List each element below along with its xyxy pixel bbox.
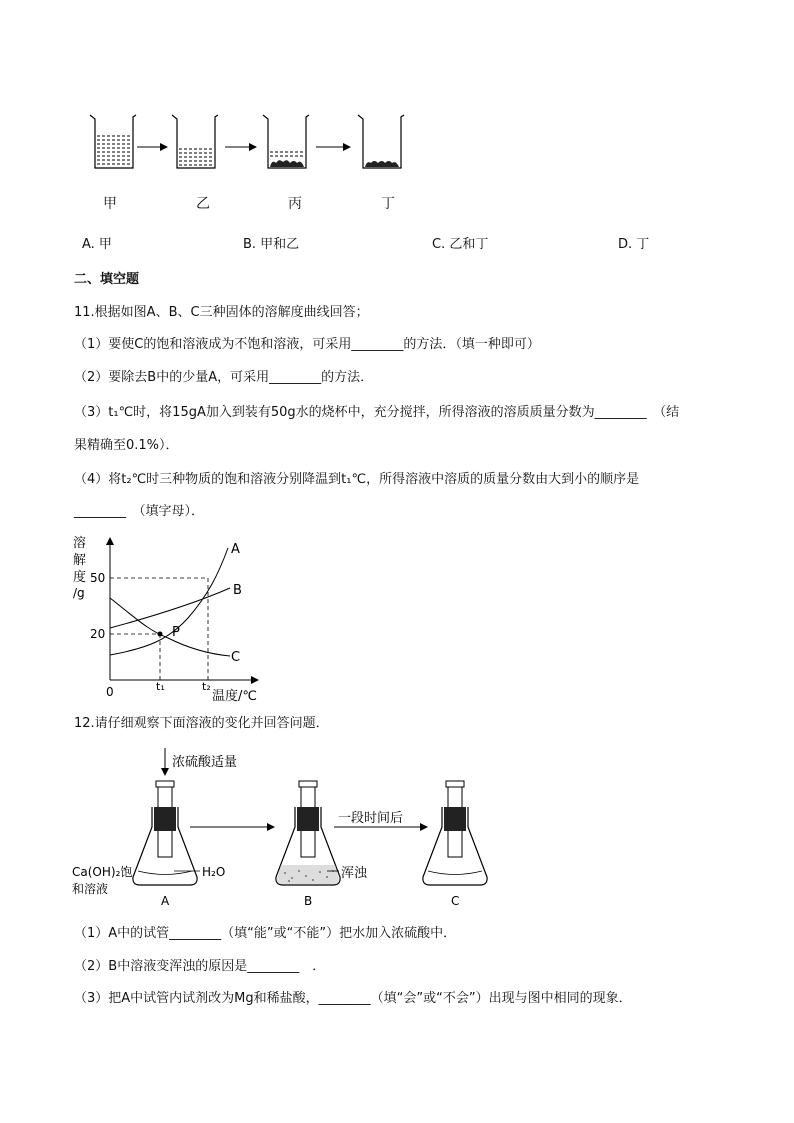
ylabel-char-1: 溶	[73, 536, 87, 551]
q11-part4-line1: （4）将t₂℃时三种物质的饱和溶液分别降温到t₁℃，所得溶液中溶质的质量分数由大到小的顺序是	[74, 472, 640, 487]
q11-part3-line2: 果精确至0.1%）．	[74, 438, 179, 453]
flask-label-b: B	[304, 894, 313, 908]
point-p-label: P	[172, 625, 180, 640]
beaker-yi	[172, 115, 218, 168]
x-axis-label: 温度/℃	[212, 689, 257, 704]
q11-part3-line1: （3）t₁℃时，将15gA加入到装有50g水的烧杯中，充分搅拌，所得溶液的溶质质量分数为________ （结	[74, 405, 680, 420]
flask-b	[276, 781, 340, 885]
ylabel-char-3: 度	[73, 570, 87, 585]
y-tick-50: 50	[90, 571, 106, 585]
ylabel-unit: /g	[73, 586, 85, 600]
ylabel-char-2: 解	[73, 553, 87, 568]
beaker-label-bing: 丙	[288, 196, 302, 212]
curve-a-label: A	[231, 542, 240, 557]
after-label: 一段时间后	[338, 811, 404, 826]
caoh-label-line2: 和溶液	[72, 882, 109, 896]
flask-experiment-figure	[72, 745, 492, 915]
flask-label-c: C	[451, 894, 460, 908]
curve-c	[110, 598, 230, 656]
option-b[interactable]: B. 甲和乙	[243, 237, 300, 252]
beaker-label-ding: 丁	[381, 196, 395, 212]
beaker-ding	[358, 115, 404, 168]
caoh-label-line1: Ca(OH)₂饱	[72, 865, 133, 879]
beaker-jia	[90, 115, 136, 168]
q12-part2: （2）B中溶液变浑浊的原因是________ ．	[74, 959, 326, 974]
y-tick-20: 20	[90, 627, 106, 641]
beaker-bing	[263, 115, 309, 168]
x-tick-t2: t₂	[202, 680, 211, 693]
curve-c-label: C	[231, 650, 241, 665]
solubility-curve-chart	[68, 530, 268, 705]
section-title: 二、填空题	[74, 272, 140, 287]
origin-label: 0	[106, 685, 114, 699]
curve-b-label: B	[233, 583, 242, 598]
water-label: H₂O	[202, 865, 226, 879]
q11-part4-line2: ________ （填字母）．	[74, 504, 205, 519]
option-c[interactable]: C. 乙和丁	[432, 237, 489, 252]
q12-stem: 12.请仔细观察下面溶液的变化并回答问题．	[74, 716, 329, 731]
curve-b	[110, 588, 230, 628]
flask-c	[423, 781, 487, 885]
option-a[interactable]: A. 甲	[82, 237, 112, 252]
q11-part2: （2）要除去B中的少量A，可采用________的方法．	[74, 370, 374, 385]
flask-label-a: A	[161, 894, 170, 908]
beaker-label-jia: 甲	[103, 196, 117, 212]
q12-part1: （1）A中的试管________（填“能”或“不能”）把水加入浓硫酸中．	[74, 926, 457, 941]
beaker-sequence-figure	[80, 105, 420, 180]
acid-label: 浓硫酸适量	[172, 755, 238, 770]
q11-stem: 11.根据如图A、B、C三种固体的溶解度曲线回答；	[74, 305, 369, 320]
q11-part1: （1）要使C的饱和溶液成为不饱和溶液，可采用________的方法．（填一种即可）	[74, 337, 540, 352]
q12-part3: （3）把A中试管内试剂改为Mg和稀盐酸，________（填“会”或“不会”）出现与图中相同的现象．	[74, 991, 632, 1006]
x-tick-t1: t₁	[156, 680, 165, 693]
turbid-label: 浑浊	[341, 866, 368, 881]
beaker-label-yi: 乙	[196, 196, 210, 212]
option-d[interactable]: D. 丁	[618, 237, 650, 252]
intersection-point	[158, 632, 163, 637]
